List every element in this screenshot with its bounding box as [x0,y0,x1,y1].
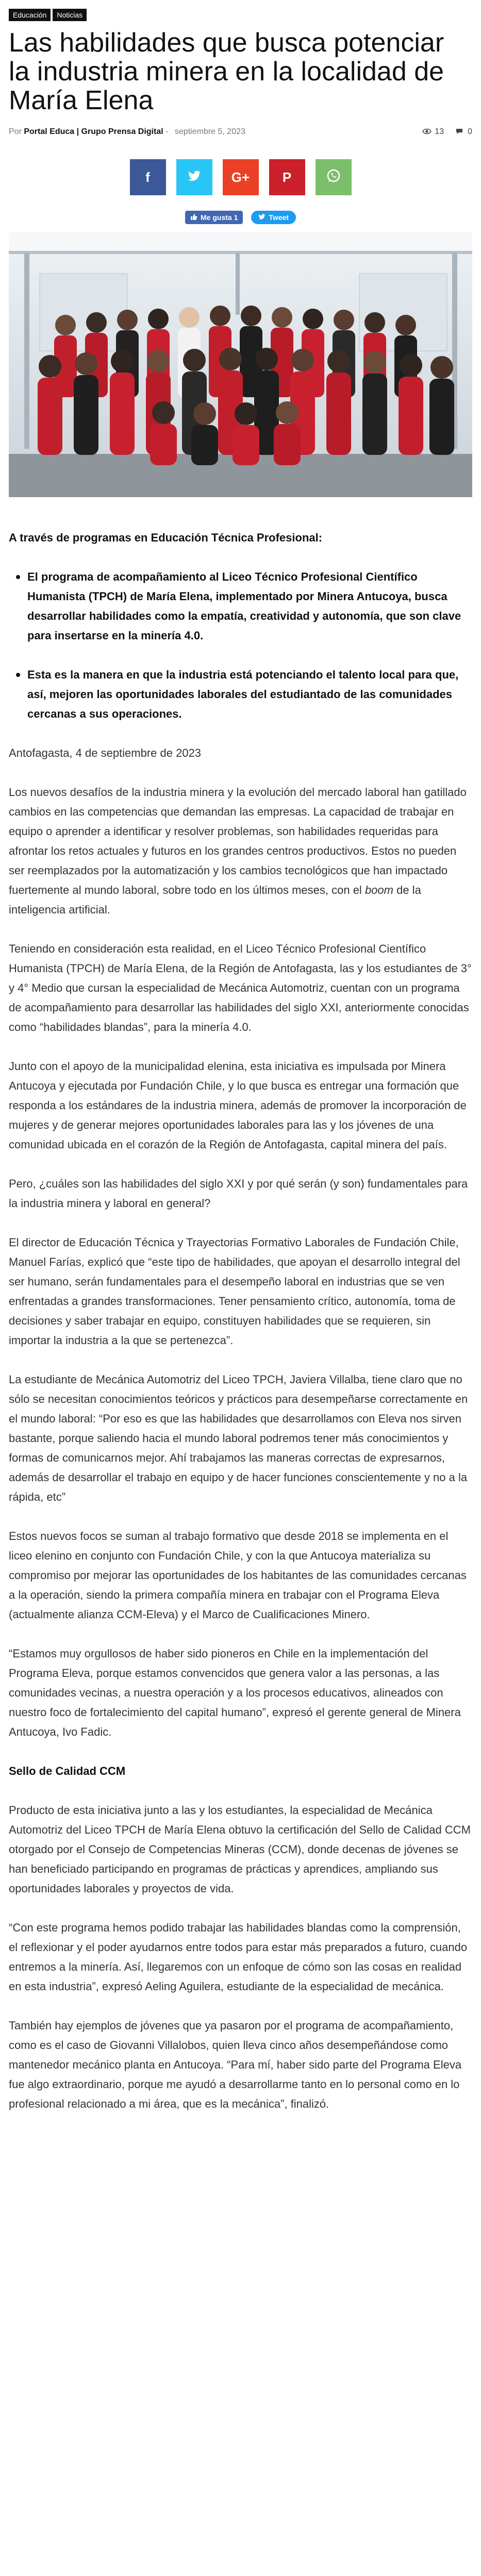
paragraph: También hay ejemplos de jóvenes que ya pasaron por el programa de acompañamiento, como es el caso de Giovanni Villalobos, quien lleva cinco años desempeñándose como mantenedor mecánico planta en Antucoya. “Para mí, haber sido parte del Programa Eleva fue algo extraordinario, porque me ayudó a desarrollarme tanto en lo personal como en lo profesional relacionado a mi área, que es la mecánica”, finalizó. [9,2019,462,2110]
section-heading: Sello de Calidad CCM [9,1765,126,1777]
group-photo-illustration [9,232,472,497]
highlights-list [27,567,472,724]
pinterest-icon: P [282,169,292,185]
paragraph: “Con este programa hemos podido trabajar las habilidades blandas como la comprensión, el reflexionar y el poder ayudarnos entre todos para estar más preparados a futuro, cuando entremos a la minería. Así, llegaremos con un enfoque de cómo son las cosas en realidad en esta industria”, expresó Aeling Aguilera, estudiante de la especialidad de mecánica. [9,1921,468,1993]
category-tag-educacion[interactable]: Educación [9,9,51,21]
share-googleplus-button[interactable] [223,159,259,195]
paragraph: Junto con el apoyo de la municipalidad elenina, esta iniciativa es impulsada por Minera Antucoya y ejecutada por Fundación Chile, y lo que busca es entregar una formación que responda a los estándares de la industria minera, además de promover la incorporación de mujeres y de generar mejores oportunidades laborales para las y los jóvenes de una comunidad ubicada en el corazón de la Región de Antofagasta, capital minera del país. [9,1060,467,1151]
thumbs-up-icon [190,213,197,222]
byline-separator: - [165,127,169,136]
post-date: septiembre 5, 2023 [174,127,245,136]
featured-image [9,232,472,497]
paragraph: La estudiante de Mecánica Automotriz del Liceo TPCH, Javiera Villalba, tiene claro que no sólo se necesitan conocimientos teóricos y prácticos para desempeñarse correctamente en el mundo laboral: “Por eso es que las habilidades que desarrollamos con Eleva nos sirven bastante, porque saliendo hacia el mundo laboral podremos tener más conocimientos y formas de comunicarnos mejor. Ahí trabajamos las maneras correctas de expresarnos, además de desarrollar el trabajo en equipo y de hacer funciones conscientemente y no a la rápida, etc” [9,1373,468,1503]
paragraph: Pero, ¿cuáles son las habilidades del siglo XXI y por qué serán (y son) fundamentales para la industria minera y laboral en general? [9,1177,468,1210]
share-whatsapp-button[interactable] [316,159,352,195]
comments-count-wrap[interactable] [455,127,472,137]
tweet-label: Tweet [269,213,289,222]
whatsapp-icon [326,168,341,187]
paragraph-text: de la inteligencia artificial. [9,884,421,916]
category-tag-noticias[interactable]: Noticias [53,9,87,21]
googleplus-icon: G+ [231,169,250,185]
social-widgets [9,211,472,224]
byline-prefix: Por [9,127,22,136]
author-link[interactable]: Portal Educa | Grupo Prensa Digital [24,127,163,136]
share-buttons [9,159,472,195]
paragraph: Teniendo en consideración esta realidad, en el Liceo Técnico Profesional Científico Humanista (TPCH) de María Elena, de la Región de Antofagasta, las y los estudiantes de 3° y 4° Medio que cursan la especialidad de Mecánica Automotriz, cuentan con un programa de acompañamiento para desarrollar las habilidades del siglo XXI, anteriormente conocidas como “habilidades blandas”, para la minería 4.0. [9,942,472,1033]
byline [9,127,245,137]
paragraph-text: Los nuevos desafíos de la industria minera y la evolución del mercado laboral han gatillado cambios en las competencias que demandan las empresas. La capacidad de trabajar en equipo o aprender a identificar y resolver problemas, son habilidades requeridas para afrontar los retos actuales y futuros en los grandes centros productivos. Estos no pueden ser reemplazados por la automatización y los cambios tecnológicos que han impactado fuertemente al mundo laboral, sobre todo en los últimos meses, con el [9,786,467,896]
tweet-button[interactable] [251,211,296,224]
paragraph: “Estamos muy orgullosos de haber sido pioneros en Chile en la implementación del Programa Eleva, porque estamos convencidos que genera valor a las personas, a las comunidades vecinas, a nuestra operación y a los procesos educativos, alineados con nuestro foco de fortalecimiento del capital humano”, expresó el gerente general de Minera Antucoya, Ivo Fadic. [9,1647,461,1738]
comments-count: 0 [468,127,472,136]
post-meta [9,127,472,137]
highlight-item: El programa de acompañamiento al Liceo Técnico Profesional Científico Humanista (TPCH) de María Elena, implementado por Minera Antucoya, busca desarrollar habilidades como la empatía, creatividad y autonomía, que son clave para insertarse en la minería 4.0. [27,567,472,646]
share-facebook-button[interactable] [130,159,166,195]
page-title: Las habilidades que busca potenciar la industria minera en la localidad de María Elena [9,28,444,115]
facebook-like-label: Me gusta 1 [201,213,238,222]
paragraph: El director de Educación Técnica y Trayectorias Formativo Laborales de Fundación Chile, Manuel Farías, explicó que “este tipo de habilidades, que apoyan el desarrollo integral del ser humano, serán fundamentales para el desempeño laboral en industrias que se ven enfrentadas a grandes transformaciones. Tener pensamiento crítico, autonomía, toma de decisiones y saber trabajar en equipo, constituyen habilidades que se requieren, sin importar la industria a la que se pertenezca”. [9,1236,460,1347]
views-count: 13 [435,127,444,136]
paragraph: Producto de esta iniciativa junto a las y los estudiantes, la especialidad de Mecánica Automotriz del Liceo TPCH de María Elena obtuvo la certificación del Sello de Calidad CCM otorgado por el Consejo de Competencias Mineras (CCM), donde decenas de jóvenes se han beneficiado participando en programas de prácticas y aprendices, ampliando sus oportunidades laborales y proyectos de vida. [9,1804,471,1895]
comment-icon [455,128,465,135]
facebook-like-button[interactable] [185,211,243,224]
dateline: Antofagasta, 4 de septiembre de 2023 [9,747,202,759]
post-stats [422,127,472,137]
category-tags [9,0,472,21]
share-pinterest-button[interactable] [269,159,305,195]
twitter-icon [188,170,201,185]
views-count-wrap [422,127,444,137]
twitter-bird-icon [258,213,266,222]
paragraph: Estos nuevos focos se suman al trabajo formativo que desde 2018 se implementa en el liceo elenino en conjunto con Fundación Chile, y con la que Antucoya materializa su compromiso por mejorar las oportunidades de los habitantes de las comunidades cercanas a la operación, siendo la primera compañía minera en trabajar con el Programa Eleva (actualmente alianza CCM-Eleva) y el Marco de Cualificaciones Minero. [9,1530,467,1621]
highlight-item: Esta es la manera en que la industria está potenciando el talento local para que, así, mejoren las oportunidades laborales del estudiantado de las comunidades cercanas a sus operaciones. [27,665,472,724]
article-lead: A través de programas en Educación Técnica Profesional: [9,531,323,544]
facebook-icon: f [145,169,150,185]
share-twitter-button[interactable] [176,159,212,195]
emphasis-boom: boom [364,884,393,896]
eye-icon [422,128,432,135]
article-body [9,528,472,2114]
paragraph [9,783,472,920]
